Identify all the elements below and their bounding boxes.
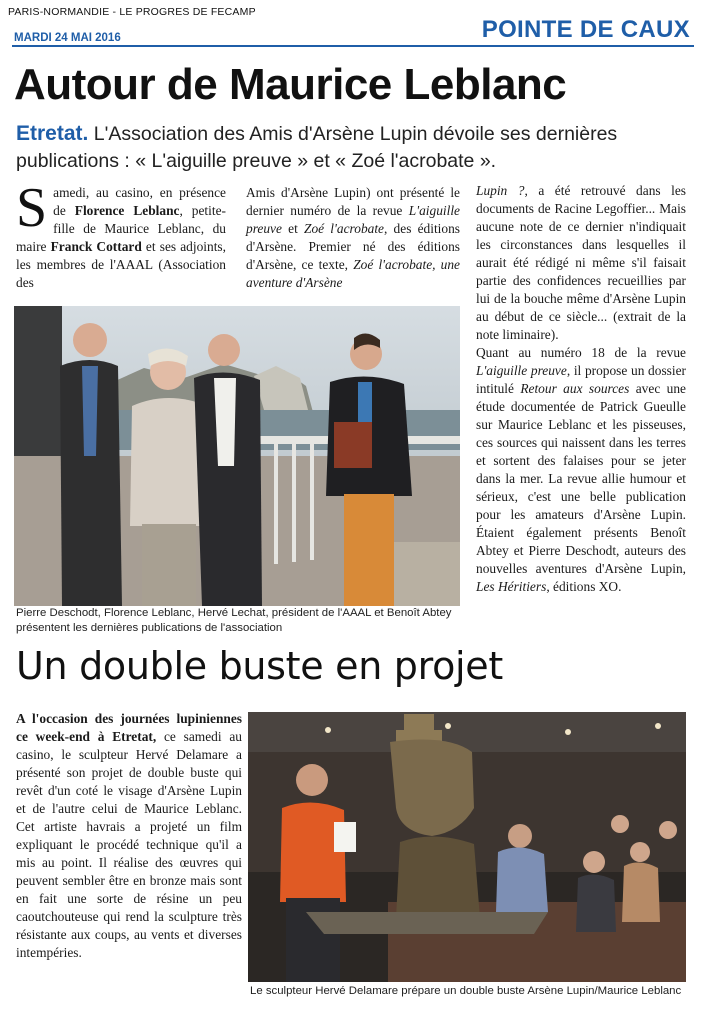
sculptor-photo [248,712,686,982]
article-2-body: ce samedi au casino, le sculpteur Hervé Delamare a présenté son projet de double buste qui revêt d'un coté le visage d'Arsène Lupin et de l'autre celui de Maurice Leblanc. Cet artiste havrais a projeté un film expliquant le procédé technique qu'il a mis au point. Il réalise des œuvres qui peuvent sembler être en bronze mais sont en fait une sorte de résine un peu caoutchouteuse qui rend la sculpture très résistante aux coups, au vents et diverses intempéries. [16,729,242,960]
text-run: , petite-fille de Maurice Leblanc, du maire [16,203,226,254]
title-ref: Lupin ? [476,183,525,198]
issue-date: MARDI 24 MAI 2016 [14,32,121,44]
lead-place: Etretat. [16,122,89,145]
article-column-2 [246,184,460,292]
title-ref: Les Héritiers [476,579,547,594]
text-run: Quant au numéro 18 de la revue [476,345,686,360]
newspaper-source: PARIS-NORMANDIE - LE PROGRES DE FECAMP [8,6,256,18]
article-column-3 [476,182,686,596]
text-run: Amis d'Arsène Lupin) ont présenté le dernier numéro de la revue [246,185,460,218]
name-florence: Florence Leblanc [74,203,180,218]
text-run: , éditions XO. [546,579,622,594]
group-photo [14,306,460,606]
sculptor-photo-caption: Le sculpteur Hervé Delamare prépare un double buste Arsène Lupin/Maurice Leblanc [250,985,682,997]
title-ref: L'aiguille preuve [476,363,567,378]
title-ref: Zoé l'acrobate, une aventure d'Arsène [246,257,460,290]
text-run: , a été retrouvé dans les documents de Racine Legoffier... Mais aucune note de ce dernier n'indiquait les circonstances dans lesquelles il aurait été rédigé ni même s'il faisait partie des confidences recueillies par lui de la bouche même d'Arsène Lupin au début de ce siècle... (extrait de la note liminaire). [476,183,686,342]
sculptor-photo-image [248,712,686,982]
title-ref: L'aiguille preuve [246,203,460,236]
article-2-column [16,710,242,962]
title-ref: Retour aux sources [520,381,630,396]
text-run: et ses adjoints, les membres de l'AAAL (Association des [16,239,226,290]
section-title: POINTE DE CAUX [481,16,690,43]
article-lead [16,120,696,175]
title-ref: Zoé l'acrobate [304,221,384,236]
article-column-1 [16,177,226,292]
text-run: avec une étude documentée de Patrick Gueulle sur Maurice Leblanc et les pisseuses, ces sources qui naissent dans les terres et sortent des falaises pour se jeter dans la mer. La revue allie humour et sérieux, c'est une belle publication pour les amateurs d'Arsène Lupin. Étaient également présents Benoît Abtey et Pierre Deschodt, auteurs des nouvelles aventures d'Arsène Lupin, [476,381,686,576]
article-2-title: Un double buste en projet [16,644,503,688]
text-run: amedi, au casino, en présence de [53,185,226,218]
drop-cap: S [16,177,48,239]
text-run: , il propose un dossier intitulé [476,363,686,396]
group-photo-image [14,306,460,606]
text-run: , des éditions d'Arsène. Premier né des éditions d'Arsène, ce texte, [246,221,461,272]
text-run: et [281,221,305,236]
article-2-intro: A l'occasion des journées lupiniennes ce week-end à Etretat, [16,711,242,744]
group-photo-caption: Pierre Deschodt, Florence Leblanc, Hervé Lechat, président de l'AAAL et Benoît Abtey présentent les dernières publications de l'association [16,607,452,634]
name-franck: Franck Cottard [50,239,142,254]
article-title: Autour de Maurice Leblanc [14,60,567,109]
lead-text: L'Association des Amis d'Arsène Lupin dévoile ses dernières publications : « L'aiguille preuve » et « Zoé l'acrobate ». [16,123,618,172]
header-rule [12,45,694,47]
